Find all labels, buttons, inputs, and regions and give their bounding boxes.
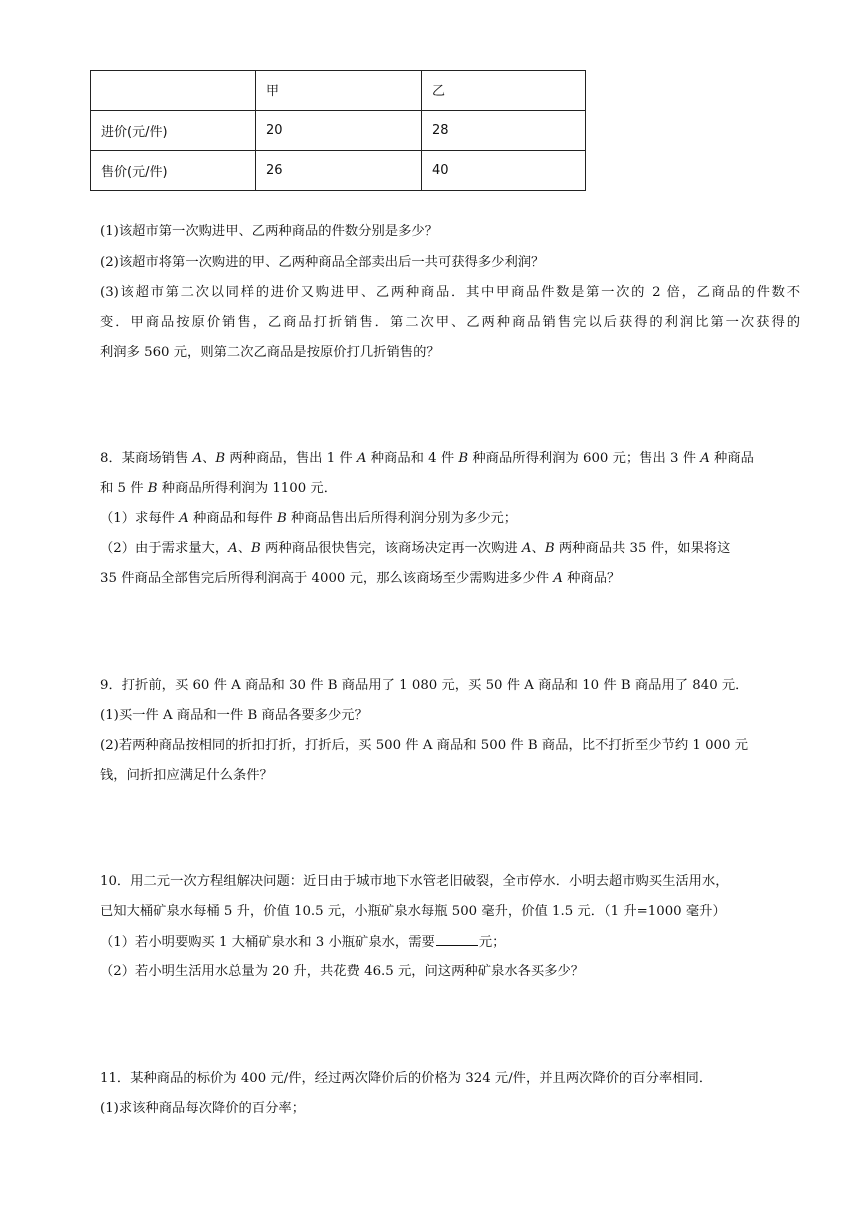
q11-line1: 11．某种商品的标价为 400 元/件，经过两次降价后的价格为 324 元/件，并且两次降价的百分率相同． bbox=[100, 1071, 713, 1086]
var-b: B bbox=[215, 451, 226, 466]
table-header-row bbox=[91, 71, 586, 111]
var-a: A bbox=[521, 541, 532, 556]
q9-part2-line1: (2)若两种商品按相同的折扣打折，打折后，买 500 件 A 商品和 500 件 B 商品，比不打折至少节约 1 000 元 bbox=[100, 738, 748, 753]
q8-text: 两种商品共 35 件，如果将这 bbox=[554, 541, 731, 556]
table-cell bbox=[91, 71, 256, 111]
q8-text: 种商品所得利润为 1100 元． bbox=[157, 481, 338, 496]
var-a: A bbox=[553, 571, 563, 586]
q8-text: 种商品？ bbox=[562, 571, 621, 586]
q11-part1: (1)求该种商品每次降价的百分率； bbox=[100, 1101, 305, 1116]
q8-text: 种商品所得利润为 600 元；售出 3 件 bbox=[468, 451, 701, 466]
q10-text: （1）若小明要购买 1 大桶矿泉水和 3 小瓶矿泉水，需要 bbox=[100, 935, 435, 950]
table-cell: 28 bbox=[422, 111, 586, 151]
answer-blank[interactable] bbox=[436, 932, 478, 946]
table-row bbox=[91, 111, 586, 151]
q8-text: 35 件商品全部售完后所得利润高于 4000 元，那么该商场至少需购进多少件 bbox=[100, 571, 554, 586]
table-cell: 20 bbox=[256, 111, 422, 151]
q8-text: 种商品和 4 件 bbox=[366, 451, 459, 466]
table-row-label: 进价(元/件) bbox=[91, 111, 256, 151]
q8-text: 种商品和每件 bbox=[188, 511, 278, 526]
q8-text: （2）由于需求量大， bbox=[100, 541, 229, 556]
price-table bbox=[90, 70, 586, 191]
q10-line1: 10．用二元一次方程组解决问题：近日由于城市地下水管老旧破裂，全市停水．小明去超市购买生活用水， bbox=[100, 874, 729, 889]
q8-text: 、 bbox=[237, 541, 252, 556]
table-cell: 40 bbox=[422, 151, 586, 191]
var-a: A bbox=[228, 541, 238, 556]
q8-text: （1）求每件 bbox=[100, 511, 180, 526]
q9-line1: 9．打折前，买 60 件 A 商品和 30 件 B 商品用了 1 080 元，买 50 件 A 商品和 10 件 B 商品用了 840 元． bbox=[100, 678, 749, 693]
q9-part2-line2: 钱，问折扣应满足什么条件？ bbox=[100, 768, 273, 783]
q8-text: 两种商品，售出 1 件 bbox=[225, 451, 357, 466]
table-row-label: 售价(元/件) bbox=[91, 151, 256, 191]
var-a: A bbox=[192, 451, 203, 466]
q10-part2: （2）若小明生活用水总量为 20 升，共花费 46.5 元，问这两种矿泉水各买多少？ bbox=[100, 964, 585, 979]
var-b: B bbox=[147, 481, 158, 496]
var-b: B bbox=[251, 541, 261, 556]
q7-part1: (1)该超市第一次购进甲、乙两种商品的件数分别是多少？ bbox=[100, 224, 438, 239]
q8-text: 种商品售出后所得利润分别为多少元； bbox=[286, 511, 518, 526]
table-cell: 26 bbox=[256, 151, 422, 191]
q10-part1 bbox=[100, 932, 800, 953]
var-b: B bbox=[544, 541, 555, 556]
var-a: A bbox=[356, 451, 367, 466]
q8-text: 、 bbox=[202, 451, 216, 466]
q8-line2 bbox=[100, 479, 800, 499]
var-b: B bbox=[277, 511, 287, 526]
q7-part3-line3: 利润多 560 元，则第二次乙商品是按原价打几折销售的？ bbox=[100, 345, 440, 360]
var-a: A bbox=[179, 511, 189, 526]
q8-part1 bbox=[100, 509, 800, 529]
q10-line2: 已知大桶矿泉水每桶 5 升，价值 10.5 元，小瓶矿泉水每瓶 500 毫升，价值 1.5 元．（1 升=1000 毫升） bbox=[100, 904, 726, 919]
table-header-jia: 甲 bbox=[256, 71, 422, 111]
q8-part2-line1 bbox=[100, 539, 800, 559]
q7-part3-line1: (3)该超市第二次以同样的进价又购进甲、乙两种商品．其中甲商品件数是第一次的 2 倍，乙商品的件数不 bbox=[100, 285, 800, 300]
table-header-yi: 乙 bbox=[422, 71, 586, 111]
q10-text: 元； bbox=[478, 935, 506, 950]
q8-text: 和 5 件 bbox=[100, 481, 148, 496]
q7-part2: (2)该超市将第一次购进的甲、乙两种商品全部卖出后一共可获得多少利润？ bbox=[100, 255, 545, 270]
var-a: A bbox=[700, 451, 710, 466]
var-b: B bbox=[458, 451, 469, 466]
q7-part3-line2: 变．甲商品按原价销售，乙商品打折销售．第二次甲、乙两种商品销售完以后获得的利润比第一次获得的 bbox=[100, 315, 800, 330]
q8-line1 bbox=[100, 449, 800, 469]
q8-part2-line2 bbox=[100, 569, 800, 589]
table-row bbox=[91, 151, 586, 191]
q9-part1: (1)买一件 A 商品和一件 B 商品各要多少元？ bbox=[100, 708, 368, 723]
q8-text: 种商品 bbox=[709, 451, 754, 466]
q8-text: 8．某商场销售 bbox=[100, 451, 193, 466]
q8-text: 、 bbox=[531, 541, 545, 556]
q8-text: 两种商品很快售完，该商场决定再一次购进 bbox=[260, 541, 522, 556]
